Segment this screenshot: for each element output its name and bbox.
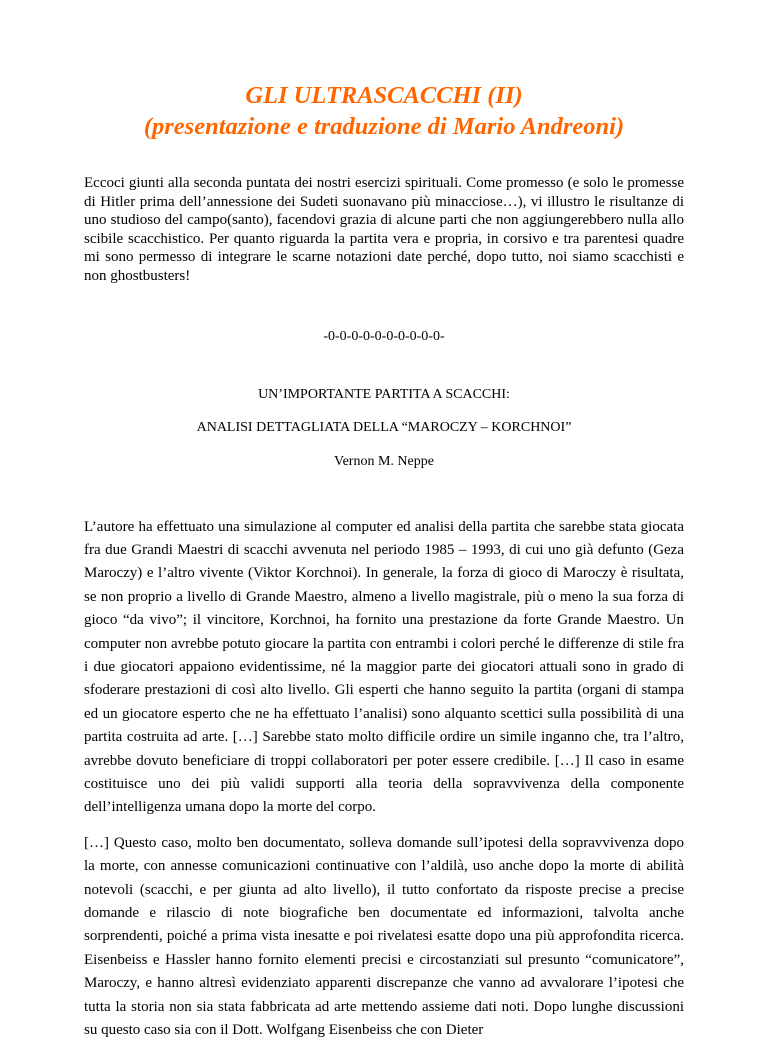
article-heading-1: UN’IMPORTANTE PARTITA A SCACCHI: xyxy=(258,386,510,402)
article-heading-2: ANALISI DETTAGLIATA DELLA “MAROCZY – KORCHNOI” xyxy=(196,419,572,435)
section-separator: -0-0-0-0-0-0-0-0-0-0- xyxy=(323,328,445,344)
body-paragraph-1: L’autore ha effettuato una simulazione al computer ed analisi della partita che sarebbe stata giocata fra due Grandi Maestri di scacchi avvenuta nel periodo 1985 – 1993, di cui uno già defunto (Geza Maroczy) e l’altro vivente (Viktor Korchnoi). In generale, la forza di gioco di Maroczy è risultata, se non proprio a livello di Grande Maestro, almeno a livello magistrale, più o meno la sua forza di gioco “da vivo”; il vincitore, Korchnoi, ha fornito una prestazione da forte Grande Maestro. Un computer non avrebbe potuto giocare la partita con entrambi i colori perché le differenze di stile fra i due giocatori appaiono evidentissime, né la maggior parte dei giocatori attuali sono in grado di sfoderare prestazioni di così alto livello. Gli esperti che hanno seguito la partita (organi di stampa ed un giocatore esperto che ne ha effettuato l’analisi) sono alquanto scettici sulla possibilità di una partita costruita ad arte. […] Sarebbe stato molto difficile ordire un simile inganno che, tra l’altro, avrebbe dovuto beneficiare di troppi collaboratori per poter essere credibile. […] Il caso in esame costituisce uno dei più validi supporti alla teoria della sopravvivenza della componente dell’intelligenza umana dopo la morte del corpo. xyxy=(84,518,684,816)
title-line-2: (presentazione e traduzione di Mario Andreoni) xyxy=(143,113,625,140)
document-title xyxy=(84,80,684,142)
title-line-1: GLI ULTRASCACCHI (II) xyxy=(245,82,523,109)
body-paragraph-2: […] Questo caso, molto ben documentato, solleva domande sull’ipotesi della sopravvivenza dopo la morte, con annesse comunicazioni continuative con l’aldilà, uso anche dopo la morte di abilità notevoli (scacchi, e per giunta ad alto livello), il tutto confortato da risposte precise a precise domande e rilascio di note biografiche ben documentate ed informazioni, talvolta anche sorprendenti, poiché a prima vista inesatte e poi rivelatesi esatte dopo una più approfondita ricerca. Eisenbeiss e Hassler hanno fornito elementi precisi e circostanziati sul presunto “comunicatore”, Maroczy, e hanno altresì evidenziato apparenti discrepanze che vanno ad avvalorare l’ipotesi che tutta la storia non sia stata fabbricata ad arte mettendo assieme dati noti. Dopo lunghe discussioni su questo caso sia con il Dott. Wolfgang Eisenbeiss che con Dieter xyxy=(84,834,684,1039)
intro-paragraph: Eccoci giunti alla seconda puntata dei nostri esercizi spirituali. Come promesso (e solo le promesse di Hitler prima dell’annessione dei Sudeti suonavano più minacciose…), vi illustro le risultanze di uno studioso del campo(santo), facendovi grazia di alcune parti che non aggiungerebbero nulla allo scibile scacchistico. Per quanto riguarda la partita vera e propria, in corsivo e tra parentesi quadre mi sono permesso di integrare le scarne notazioni date perché, dopo tutto, noi siamo scacchisti e non ghostbusters! xyxy=(84,175,684,284)
article-author: Vernon M. Neppe xyxy=(334,453,434,469)
